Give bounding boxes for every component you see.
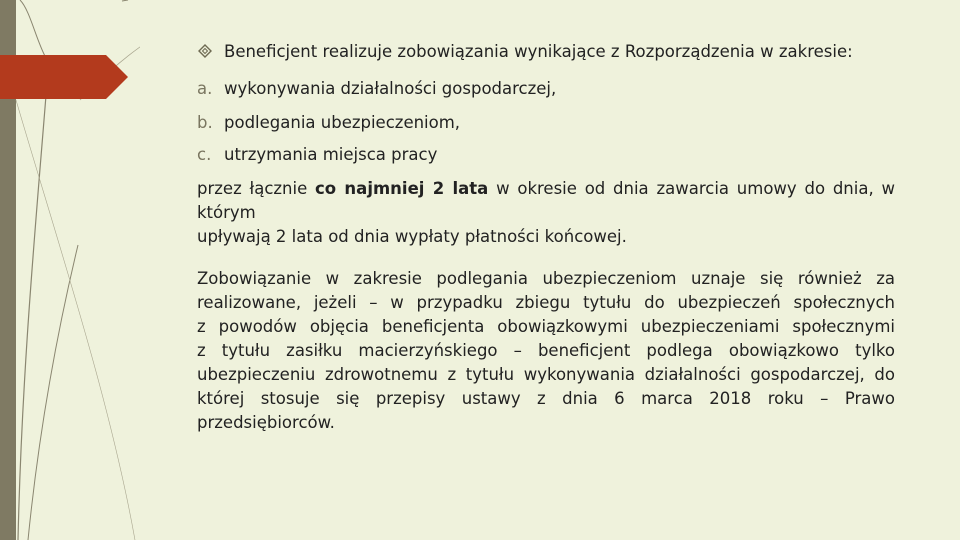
diamond-bullet-icon <box>198 44 212 58</box>
bold-text: co najmniej 2 lata <box>315 179 489 198</box>
paragraph-duration <box>197 177 895 249</box>
text-segment: przez łącznie <box>197 179 316 198</box>
list-item-text: utrzymania miejsca pracy <box>224 145 438 164</box>
list-marker: a. <box>197 79 213 98</box>
text-segment: w okresie od dnia zawarcia umowy do dnia, w którym <box>197 179 895 222</box>
paragraph-line: ubezpieczeniu zdrowotnemu z tytułu wykonywania działalności gospodarczej, do <box>197 365 895 384</box>
paragraph-line: realizowane, jeżeli – w przypadku zbiegu tytułu do ubezpieczeń społecznych <box>197 293 895 312</box>
accent-tab <box>0 55 130 99</box>
list-marker: c. <box>197 145 212 164</box>
paragraph-line: z powodów objęcia beneficjenta obowiązkowymi ubezpieczeniami społecznymi <box>197 317 895 336</box>
list-marker: b. <box>197 113 213 132</box>
list-item <box>197 111 461 135</box>
list-item <box>197 143 438 167</box>
heading-text: Beneficjent realizuje zobowiązania wynikające z Rozporządzenia w zakresie: <box>224 42 853 61</box>
paragraph-line: upływają 2 lata od dnia wypłaty płatności końcowej. <box>197 227 627 246</box>
paragraph-line <box>197 177 895 225</box>
list-item-text: podlegania ubezpieczeniom, <box>224 113 461 132</box>
paragraph-line: z tytułu zasiłku macierzyńskiego – beneficjent podlega obowiązkowo tylko <box>197 341 895 360</box>
paragraph-line: Zobowiązanie w zakresie podlegania ubezpieczeniom uznaje się również za <box>197 269 895 288</box>
list-item-text: wykonywania działalności gospodarczej, <box>224 79 557 98</box>
paragraph-line: której stosuje się przepisy ustawy z dnia 6 marca 2018 roku – Prawo przedsiębiorców. <box>197 389 895 432</box>
paragraph-obligation <box>197 267 895 435</box>
list-item <box>197 77 557 101</box>
